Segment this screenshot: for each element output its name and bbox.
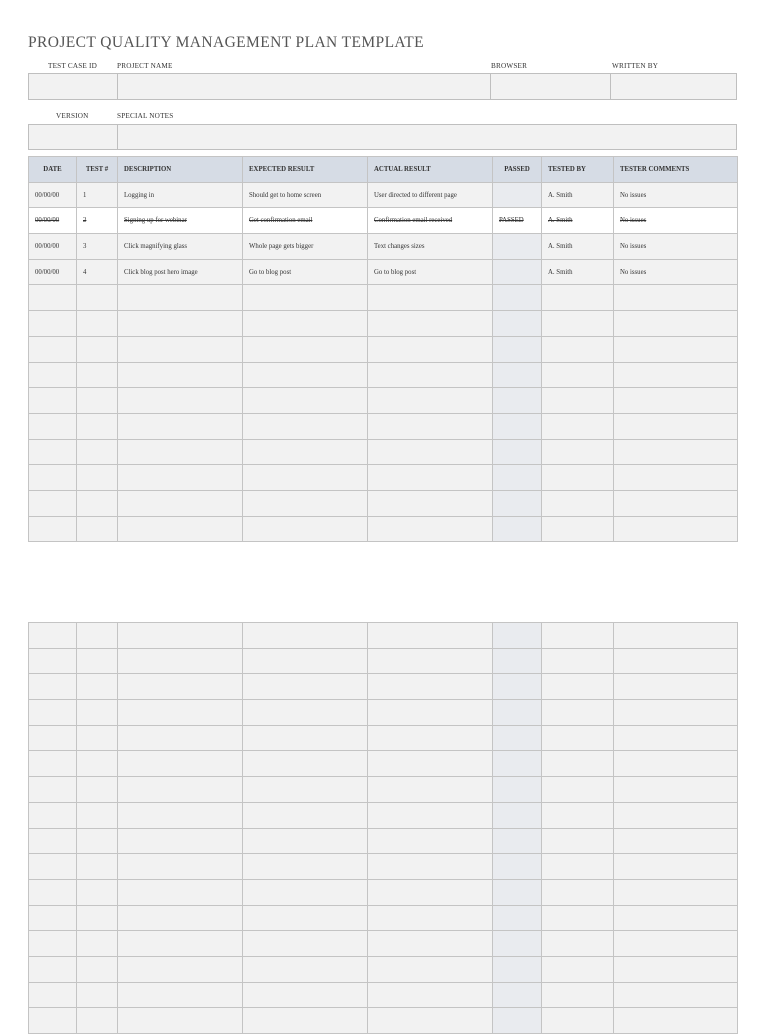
cell-expected-result[interactable] — [243, 311, 368, 337]
table-row-empty — [29, 777, 738, 803]
cell-passed[interactable] — [493, 802, 542, 828]
cell-tested-by[interactable] — [542, 311, 614, 337]
cell-passed[interactable] — [493, 285, 542, 311]
cell-tester-comments[interactable] — [614, 648, 738, 674]
cell-description[interactable] — [118, 777, 243, 803]
project-name-label: PROJECT NAME — [117, 62, 173, 70]
table-row-empty — [29, 879, 738, 905]
cell-expected-result[interactable] — [243, 777, 368, 803]
cell-date[interactable] — [29, 802, 77, 828]
browser-label: BROWSER — [491, 62, 528, 70]
cell-test-number[interactable] — [77, 465, 118, 491]
table-row — [29, 234, 738, 260]
cell-actual-result[interactable] — [368, 725, 493, 751]
cell-date[interactable] — [29, 439, 77, 465]
cell-actual-result[interactable] — [368, 956, 493, 982]
cell-tester-comments[interactable] — [614, 465, 738, 491]
cell-passed[interactable] — [493, 490, 542, 516]
cell-description[interactable] — [118, 751, 243, 777]
cell-passed[interactable] — [493, 516, 542, 542]
cell-passed[interactable] — [493, 413, 542, 439]
cell-expected-result[interactable] — [243, 1008, 368, 1034]
cell-actual-result[interactable] — [368, 982, 493, 1008]
cell-tested-by[interactable] — [542, 802, 614, 828]
cell-test-number[interactable] — [77, 905, 118, 931]
cell-passed[interactable] — [493, 439, 542, 465]
cell-actual-result[interactable]: Go to blog post — [368, 259, 493, 285]
cell-test-number[interactable] — [77, 777, 118, 803]
cell-actual-result[interactable] — [368, 336, 493, 362]
cell-expected-result[interactable]: Go to blog post — [243, 259, 368, 285]
cell-passed[interactable] — [493, 982, 542, 1008]
table-row-empty — [29, 751, 738, 777]
table-row-empty — [29, 956, 738, 982]
cell-test-number[interactable] — [77, 623, 118, 649]
cell-passed[interactable] — [493, 700, 542, 726]
cell-test-number[interactable] — [77, 388, 118, 414]
table-row-empty — [29, 490, 738, 516]
cell-description[interactable] — [118, 700, 243, 726]
cell-tested-by[interactable] — [542, 905, 614, 931]
cell-tester-comments[interactable] — [614, 828, 738, 854]
table-row-empty — [29, 623, 738, 649]
cell-date[interactable]: 00/00/00 — [29, 234, 77, 260]
cell-expected-result[interactable] — [243, 413, 368, 439]
cell-description[interactable] — [118, 982, 243, 1008]
cell-actual-result[interactable] — [368, 623, 493, 649]
cell-description[interactable] — [118, 465, 243, 491]
cell-date[interactable] — [29, 700, 77, 726]
cell-expected-result[interactable] — [243, 854, 368, 880]
cell-actual-result[interactable] — [368, 879, 493, 905]
cell-description[interactable] — [118, 879, 243, 905]
cell-description[interactable] — [118, 802, 243, 828]
cell-date[interactable] — [29, 362, 77, 388]
cell-date[interactable] — [29, 285, 77, 311]
col-header-description: DESCRIPTION — [118, 157, 243, 183]
header-fields-row-1 — [28, 73, 737, 100]
cell-tester-comments[interactable] — [614, 388, 738, 414]
cell-tested-by[interactable] — [542, 490, 614, 516]
cell-tested-by[interactable] — [542, 439, 614, 465]
cell-passed[interactable] — [493, 465, 542, 491]
cell-test-number[interactable] — [77, 516, 118, 542]
test-case-table — [28, 156, 738, 542]
table-row-empty — [29, 905, 738, 931]
cell-passed[interactable] — [493, 259, 542, 285]
cell-tested-by[interactable] — [542, 362, 614, 388]
cell-date[interactable] — [29, 725, 77, 751]
cell-tested-by[interactable] — [542, 388, 614, 414]
cell-tester-comments[interactable] — [614, 362, 738, 388]
browser-field[interactable] — [491, 74, 612, 99]
cell-tested-by[interactable] — [542, 336, 614, 362]
cell-passed[interactable] — [493, 674, 542, 700]
cell-tested-by[interactable] — [542, 931, 614, 957]
cell-test-number[interactable] — [77, 285, 118, 311]
cell-actual-result[interactable] — [368, 905, 493, 931]
cell-tested-by[interactable] — [542, 700, 614, 726]
cell-test-number[interactable] — [77, 648, 118, 674]
cell-description[interactable]: Click magnifying glass — [118, 234, 243, 260]
cell-passed[interactable] — [493, 182, 542, 208]
special-notes-field[interactable] — [118, 125, 736, 149]
cell-expected-result[interactable] — [243, 285, 368, 311]
version-label: VERSION — [56, 112, 89, 120]
cell-expected-result[interactable]: Whole page gets bigger — [243, 234, 368, 260]
table-row-empty — [29, 362, 738, 388]
cell-expected-result[interactable] — [243, 516, 368, 542]
cell-date[interactable] — [29, 879, 77, 905]
table-row-empty — [29, 336, 738, 362]
table-row-empty — [29, 388, 738, 414]
cell-tester-comments[interactable] — [614, 751, 738, 777]
cell-expected-result[interactable] — [243, 648, 368, 674]
cell-actual-result[interactable] — [368, 413, 493, 439]
cell-description[interactable] — [118, 623, 243, 649]
cell-passed[interactable] — [493, 854, 542, 880]
col-header-actual-result: ACTUAL RESULT — [368, 157, 493, 183]
table-row-empty — [29, 982, 738, 1008]
table-row-empty — [29, 285, 738, 311]
table-row — [29, 208, 738, 234]
cell-tester-comments[interactable] — [614, 311, 738, 337]
cell-tester-comments[interactable] — [614, 956, 738, 982]
cell-actual-result[interactable] — [368, 439, 493, 465]
cell-actual-result[interactable] — [368, 700, 493, 726]
table-row — [29, 259, 738, 285]
cell-test-number[interactable] — [77, 982, 118, 1008]
cell-tested-by[interactable] — [542, 854, 614, 880]
cell-tester-comments[interactable] — [614, 1008, 738, 1034]
cell-passed[interactable] — [493, 362, 542, 388]
cell-tester-comments[interactable] — [614, 931, 738, 957]
cell-test-number[interactable] — [77, 674, 118, 700]
cell-date[interactable] — [29, 828, 77, 854]
cell-test-number[interactable] — [77, 802, 118, 828]
table-header-row — [29, 157, 738, 183]
cell-date[interactable] — [29, 388, 77, 414]
cell-tested-by[interactable] — [542, 777, 614, 803]
cell-date[interactable] — [29, 854, 77, 880]
col-header-expected-result: EXPECTED RESULT — [243, 157, 368, 183]
table-row-empty — [29, 674, 738, 700]
cell-tested-by[interactable] — [542, 516, 614, 542]
cell-passed[interactable] — [493, 931, 542, 957]
cell-passed[interactable] — [493, 311, 542, 337]
test-case-id-label: TEST CASE ID — [48, 62, 97, 70]
cell-test-number[interactable]: 3 — [77, 234, 118, 260]
cell-test-number[interactable] — [77, 439, 118, 465]
cell-expected-result[interactable] — [243, 623, 368, 649]
table-row-empty — [29, 828, 738, 854]
project-name-field[interactable] — [118, 74, 491, 99]
cell-date[interactable] — [29, 516, 77, 542]
cell-passed[interactable] — [493, 725, 542, 751]
table-row-empty — [29, 931, 738, 957]
cell-actual-result[interactable] — [368, 1008, 493, 1034]
cell-expected-result[interactable]: Get confirmation email — [243, 208, 368, 234]
cell-test-number[interactable] — [77, 336, 118, 362]
cell-date[interactable] — [29, 1008, 77, 1034]
cell-tested-by[interactable] — [542, 648, 614, 674]
cell-tested-by[interactable]: A. Smith — [542, 234, 614, 260]
cell-test-number[interactable] — [77, 725, 118, 751]
cell-description[interactable] — [118, 1008, 243, 1034]
cell-passed[interactable] — [493, 623, 542, 649]
cell-tested-by[interactable] — [542, 465, 614, 491]
table-row-empty — [29, 413, 738, 439]
cell-tested-by[interactable]: A. Smith — [542, 208, 614, 234]
cell-actual-result[interactable] — [368, 931, 493, 957]
cell-actual-result[interactable] — [368, 388, 493, 414]
cell-expected-result[interactable] — [243, 751, 368, 777]
cell-tested-by[interactable] — [542, 674, 614, 700]
cell-description[interactable] — [118, 362, 243, 388]
cell-tester-comments[interactable] — [614, 516, 738, 542]
cell-tester-comments[interactable] — [614, 854, 738, 880]
cell-test-number[interactable]: 2 — [77, 208, 118, 234]
cell-test-number[interactable]: 4 — [77, 259, 118, 285]
cell-date[interactable] — [29, 465, 77, 491]
cell-date[interactable] — [29, 648, 77, 674]
cell-expected-result[interactable] — [243, 439, 368, 465]
cell-passed[interactable] — [493, 388, 542, 414]
table-row-empty — [29, 465, 738, 491]
cell-passed[interactable] — [493, 751, 542, 777]
cell-actual-result[interactable] — [368, 802, 493, 828]
cell-expected-result[interactable] — [243, 674, 368, 700]
cell-actual-result[interactable] — [368, 777, 493, 803]
cell-passed[interactable] — [493, 905, 542, 931]
col-header-passed: PASSED — [493, 157, 542, 183]
cell-tester-comments[interactable] — [614, 413, 738, 439]
cell-description[interactable] — [118, 956, 243, 982]
cell-tester-comments[interactable] — [614, 725, 738, 751]
cell-expected-result[interactable] — [243, 931, 368, 957]
cell-description[interactable]: Click blog post hero image — [118, 259, 243, 285]
cell-test-number[interactable] — [77, 700, 118, 726]
cell-description[interactable] — [118, 725, 243, 751]
cell-tested-by[interactable] — [542, 1008, 614, 1034]
col-header-tested-by: TESTED BY — [542, 157, 614, 183]
cell-actual-result[interactable] — [368, 854, 493, 880]
cell-test-number[interactable] — [77, 751, 118, 777]
cell-tester-comments[interactable] — [614, 285, 738, 311]
cell-expected-result[interactable]: Should get to home screen — [243, 182, 368, 208]
table-row-empty — [29, 439, 738, 465]
cell-description[interactable] — [118, 931, 243, 957]
cell-passed[interactable] — [493, 879, 542, 905]
cell-test-number[interactable] — [77, 490, 118, 516]
cell-description[interactable] — [118, 828, 243, 854]
table-row-empty — [29, 854, 738, 880]
cell-date[interactable]: 00/00/00 — [29, 208, 77, 234]
cell-actual-result[interactable] — [368, 648, 493, 674]
cell-tested-by[interactable] — [542, 956, 614, 982]
cell-tested-by[interactable] — [542, 982, 614, 1008]
special-notes-label: SPECIAL NOTES — [117, 112, 174, 120]
cell-date[interactable] — [29, 777, 77, 803]
cell-actual-result[interactable] — [368, 362, 493, 388]
cell-date[interactable] — [29, 905, 77, 931]
cell-description[interactable] — [118, 413, 243, 439]
cell-tester-comments[interactable] — [614, 802, 738, 828]
cell-expected-result[interactable] — [243, 336, 368, 362]
header-fields-row-2 — [28, 124, 737, 150]
cell-tester-comments[interactable] — [614, 336, 738, 362]
cell-description[interactable] — [118, 674, 243, 700]
cell-expected-result[interactable] — [243, 879, 368, 905]
table-row-empty — [29, 311, 738, 337]
cell-passed[interactable] — [493, 828, 542, 854]
cell-tester-comments[interactable]: No issues — [614, 182, 738, 208]
version-field[interactable] — [29, 125, 118, 149]
cell-tester-comments[interactable] — [614, 439, 738, 465]
cell-date[interactable] — [29, 311, 77, 337]
cell-tester-comments[interactable] — [614, 700, 738, 726]
table-row-empty — [29, 802, 738, 828]
cell-passed[interactable] — [493, 1008, 542, 1034]
cell-description[interactable] — [118, 490, 243, 516]
col-header-test-number: TEST # — [77, 157, 118, 183]
cell-tested-by[interactable] — [542, 725, 614, 751]
cell-tester-comments[interactable]: No issues — [614, 234, 738, 260]
cell-description[interactable] — [118, 388, 243, 414]
cell-tested-by[interactable] — [542, 828, 614, 854]
cell-tested-by[interactable] — [542, 285, 614, 311]
table-row — [29, 182, 738, 208]
cell-actual-result[interactable] — [368, 311, 493, 337]
cell-actual-result[interactable]: User directed to different page — [368, 182, 493, 208]
cell-actual-result[interactable] — [368, 465, 493, 491]
cell-actual-result[interactable] — [368, 674, 493, 700]
cell-tested-by[interactable]: A. Smith — [542, 182, 614, 208]
cell-expected-result[interactable] — [243, 725, 368, 751]
cell-description[interactable] — [118, 905, 243, 931]
written-by-label: WRITTEN BY — [612, 62, 659, 70]
col-header-date: DATE — [29, 157, 77, 183]
cell-test-number[interactable] — [77, 854, 118, 880]
cell-tested-by[interactable] — [542, 879, 614, 905]
cell-tested-by[interactable] — [542, 413, 614, 439]
cell-expected-result[interactable] — [243, 490, 368, 516]
cell-actual-result[interactable] — [368, 828, 493, 854]
cell-tester-comments[interactable] — [614, 905, 738, 931]
cell-date[interactable] — [29, 490, 77, 516]
test-case-table-continued — [28, 622, 738, 1034]
cell-description[interactable] — [118, 285, 243, 311]
cell-tester-comments[interactable] — [614, 777, 738, 803]
cell-actual-result[interactable] — [368, 490, 493, 516]
cell-tester-comments[interactable] — [614, 623, 738, 649]
cell-actual-result[interactable] — [368, 516, 493, 542]
cell-date[interactable] — [29, 931, 77, 957]
cell-date[interactable] — [29, 674, 77, 700]
cell-date[interactable] — [29, 751, 77, 777]
cell-test-number[interactable] — [77, 931, 118, 957]
cell-tested-by[interactable] — [542, 623, 614, 649]
cell-test-number[interactable] — [77, 828, 118, 854]
table-row-empty — [29, 700, 738, 726]
cell-expected-result[interactable] — [243, 956, 368, 982]
cell-expected-result[interactable] — [243, 362, 368, 388]
cell-date[interactable] — [29, 336, 77, 362]
cell-date[interactable] — [29, 623, 77, 649]
cell-passed[interactable] — [493, 234, 542, 260]
cell-actual-result[interactable]: Confirmation email received — [368, 208, 493, 234]
cell-date[interactable] — [29, 982, 77, 1008]
cell-description[interactable] — [118, 336, 243, 362]
cell-actual-result[interactable]: Text changes sizes — [368, 234, 493, 260]
cell-actual-result[interactable] — [368, 751, 493, 777]
cell-date[interactable] — [29, 956, 77, 982]
written-by-field[interactable] — [611, 74, 736, 99]
table-row-empty — [29, 648, 738, 674]
cell-test-number[interactable] — [77, 413, 118, 439]
cell-description[interactable]: Logging in — [118, 182, 243, 208]
cell-test-number[interactable] — [77, 1008, 118, 1034]
cell-expected-result[interactable] — [243, 388, 368, 414]
cell-test-number[interactable]: 1 — [77, 182, 118, 208]
cell-test-number[interactable] — [77, 311, 118, 337]
cell-tester-comments[interactable] — [614, 982, 738, 1008]
cell-expected-result[interactable] — [243, 905, 368, 931]
cell-expected-result[interactable] — [243, 828, 368, 854]
cell-date[interactable]: 00/00/00 — [29, 259, 77, 285]
cell-test-number[interactable] — [77, 956, 118, 982]
cell-description[interactable] — [118, 854, 243, 880]
cell-expected-result[interactable] — [243, 982, 368, 1008]
table-row-empty — [29, 516, 738, 542]
cell-tester-comments[interactable]: No issues — [614, 259, 738, 285]
col-header-tester-comments: TESTER COMMENTS — [614, 157, 738, 183]
cell-passed[interactable]: PASSED — [493, 208, 542, 234]
cell-description[interactable] — [118, 311, 243, 337]
cell-tested-by[interactable] — [542, 751, 614, 777]
cell-actual-result[interactable] — [368, 285, 493, 311]
table-row-empty — [29, 1008, 738, 1034]
cell-tester-comments[interactable] — [614, 490, 738, 516]
cell-tester-comments[interactable] — [614, 879, 738, 905]
table-row-empty — [29, 725, 738, 751]
cell-expected-result[interactable] — [243, 465, 368, 491]
cell-tested-by[interactable]: A. Smith — [542, 259, 614, 285]
cell-expected-result[interactable] — [243, 700, 368, 726]
cell-date[interactable]: 00/00/00 — [29, 182, 77, 208]
cell-description[interactable] — [118, 648, 243, 674]
page-title: PROJECT QUALITY MANAGEMENT PLAN TEMPLATE — [28, 34, 425, 51]
cell-passed[interactable] — [493, 336, 542, 362]
cell-description[interactable] — [118, 516, 243, 542]
cell-passed[interactable] — [493, 777, 542, 803]
cell-expected-result[interactable] — [243, 802, 368, 828]
cell-description[interactable] — [118, 439, 243, 465]
cell-description[interactable]: Signing up for webinar — [118, 208, 243, 234]
cell-tester-comments[interactable]: No issues — [614, 208, 738, 234]
cell-test-number[interactable] — [77, 362, 118, 388]
cell-passed[interactable] — [493, 956, 542, 982]
cell-tester-comments[interactable] — [614, 674, 738, 700]
test-case-id-field[interactable] — [29, 74, 118, 99]
cell-date[interactable] — [29, 413, 77, 439]
cell-test-number[interactable] — [77, 879, 118, 905]
cell-passed[interactable] — [493, 648, 542, 674]
